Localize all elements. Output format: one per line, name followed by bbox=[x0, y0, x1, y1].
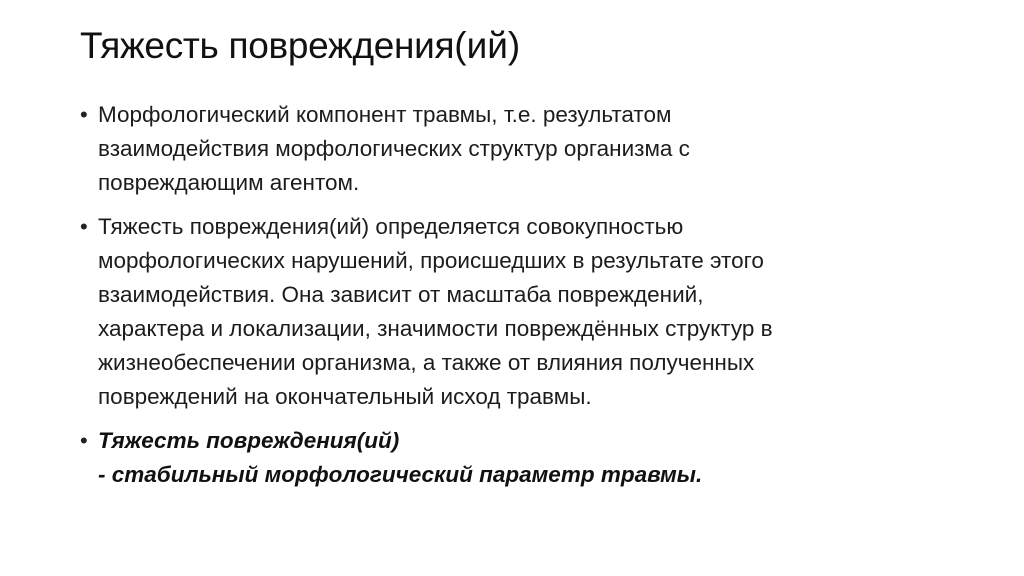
bullet-1-line-3: повреждающим агентом. bbox=[98, 170, 360, 195]
bullet-1-line-1: Морфологический компонент травмы, т.е. результатом bbox=[98, 102, 672, 127]
bullet-2-line-6: повреждений на окончательный исход травмы. bbox=[98, 384, 592, 409]
bullet-2-line-5: жизнеобеспечении организма, а также от влияния полученных bbox=[98, 350, 755, 375]
bullet-2-line-2: морфологических нарушений, происшедших в результате этого bbox=[98, 248, 764, 273]
bullet-text-2 bbox=[98, 210, 940, 414]
bullet-2-line-3: взаимодействия. Она зависит от масштаба повреждений, bbox=[98, 282, 704, 307]
slide-title-main: Тяжесть повреждения bbox=[80, 25, 455, 66]
slide-title bbox=[80, 20, 520, 72]
bullet-2-line-1: Тяжесть повреждения(ий) определяется совокупностью bbox=[98, 214, 684, 239]
bullet-icon: • bbox=[80, 102, 88, 127]
bullet-icon: • bbox=[80, 428, 88, 453]
bullet-item-3 bbox=[80, 424, 940, 492]
bullet-3-line-1: Тяжесть повреждения(ий) bbox=[98, 428, 400, 453]
bullet-list bbox=[80, 98, 940, 502]
bullet-3-line-2: - стабильный морфологический параметр травмы. bbox=[98, 462, 703, 487]
bullet-item-2 bbox=[80, 210, 940, 414]
bullet-1-line-2: взаимодействия морфологических структур организма с bbox=[98, 136, 690, 161]
bullet-icon: • bbox=[80, 214, 88, 239]
bullet-2-line-4: характера и локализации, значимости повреждённых структур в bbox=[98, 316, 773, 341]
bullet-text-3 bbox=[98, 424, 940, 492]
bullet-text-1 bbox=[98, 98, 940, 200]
bullet-item-1 bbox=[80, 98, 940, 200]
slide-title-suffix: (ий) bbox=[454, 25, 521, 66]
